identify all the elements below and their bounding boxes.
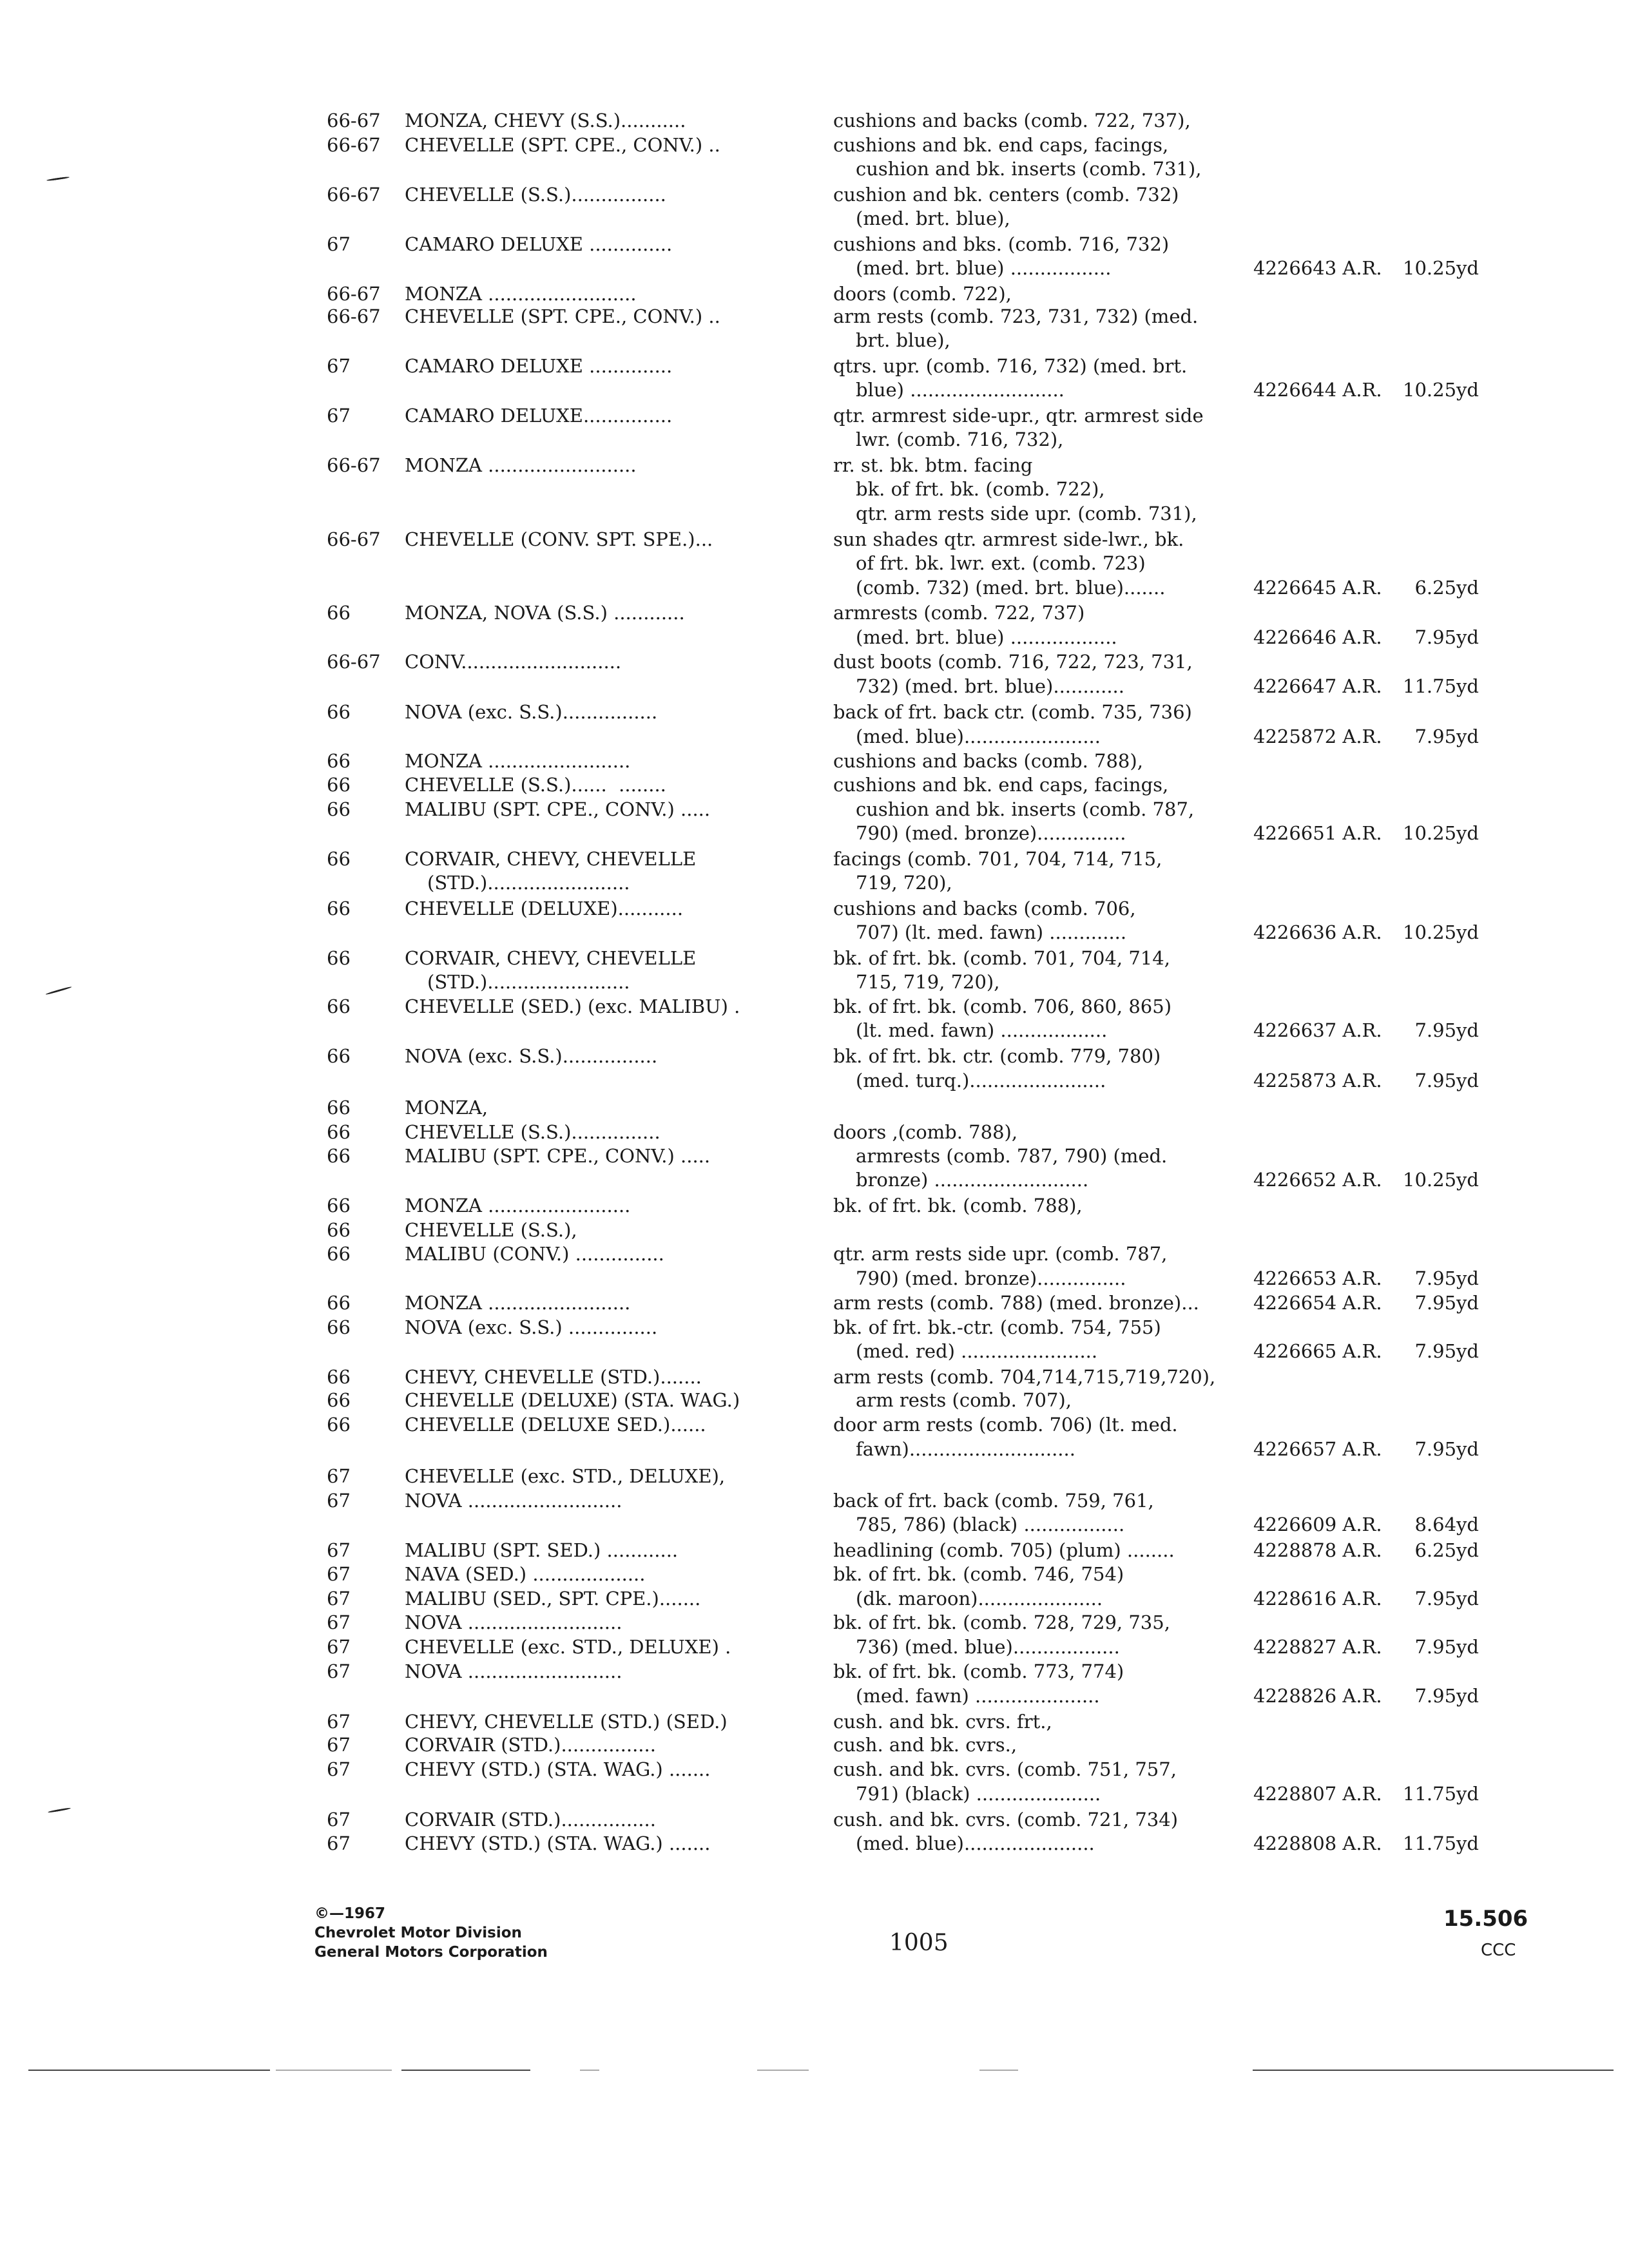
description-cell: cushions and backs (comb. 706, xyxy=(833,898,1136,919)
part-number-cell: 4228826 A.R. xyxy=(1253,1685,1382,1707)
part-number-cell: 4228807 A.R. xyxy=(1253,1783,1382,1805)
parts-row xyxy=(0,1807,1629,1832)
model-cell: (STD.)........................ xyxy=(427,971,630,993)
parts-row xyxy=(0,1412,1629,1437)
year-cell: 66 xyxy=(327,1097,351,1119)
description-cell: 785, 786) (black) ................. xyxy=(856,1514,1125,1535)
year-cell: 66 xyxy=(327,1389,351,1411)
year-cell: 66 xyxy=(327,1045,351,1067)
model-cell: CHEVY (STD.) (STA. WAG.) ....... xyxy=(405,1832,711,1854)
description-cell: fawn)............................ xyxy=(856,1438,1075,1460)
parts-row xyxy=(0,1512,1629,1537)
parts-row xyxy=(0,896,1629,921)
description-cell: (dk. maroon)..................... xyxy=(856,1588,1103,1610)
parts-row xyxy=(0,477,1629,501)
year-cell: 66 xyxy=(327,848,351,870)
price-cell: 6.25yd xyxy=(1414,577,1479,599)
description-cell: bk. of frt. bk. (comb. 746, 754) xyxy=(833,1563,1124,1585)
description-cell: 790) (med. bronze)............... xyxy=(856,822,1126,844)
parts-row xyxy=(0,1635,1629,1659)
description-cell: of frt. bk. lwr. ext. (comb. 723) xyxy=(856,552,1146,574)
parts-row xyxy=(0,797,1629,822)
year-cell: 66 xyxy=(327,1414,351,1436)
parts-row xyxy=(0,304,1629,329)
year-cell: 66 xyxy=(327,1366,351,1388)
description-cell: cushions and backs (comb. 788), xyxy=(833,750,1143,772)
price-cell: 10.25yd xyxy=(1403,921,1479,943)
parts-row xyxy=(0,1193,1629,1218)
year-cell: 67 xyxy=(327,1636,351,1658)
model-cell: CHEVELLE (SED.) (exc. MALIBU) . xyxy=(405,995,740,1017)
year-cell: 66-67 xyxy=(327,283,381,305)
parts-row xyxy=(0,133,1629,157)
part-number-cell: 4226651 A.R. xyxy=(1253,822,1382,844)
description-cell: arm rests (comb. 723, 731, 732) (med. xyxy=(833,305,1199,327)
description-cell: bk. of frt. bk. ctr. (comb. 779, 780) xyxy=(833,1045,1161,1067)
description-cell: headlining (comb. 705) (plum) ........ xyxy=(833,1539,1175,1561)
part-number-cell: 4226665 A.R. xyxy=(1253,1340,1382,1362)
year-cell: 67 xyxy=(327,1734,351,1756)
parts-row xyxy=(0,625,1629,649)
parts-row xyxy=(0,501,1629,526)
description-cell: cushions and bk. end caps, facings, xyxy=(833,774,1169,796)
description-cell: lwr. (comb. 716, 732), xyxy=(856,428,1064,450)
description-cell: sun shades qtr. armrest side-lwr., bk. xyxy=(833,528,1184,550)
parts-row xyxy=(0,403,1629,428)
parts-row xyxy=(0,1659,1629,1684)
price-cell: 10.25yd xyxy=(1403,379,1479,401)
description-cell: cushions and bks. (comb. 716, 732) xyxy=(833,233,1170,255)
model-cell: CHEVELLE (CONV. SPT. SPE.)... xyxy=(405,528,713,550)
description-cell: brt. blue), xyxy=(856,329,950,351)
price-cell: 7.95yd xyxy=(1414,1685,1479,1707)
model-cell: MONZA ........................ xyxy=(405,1195,631,1216)
parts-row xyxy=(0,1610,1629,1635)
year-cell: 66-67 xyxy=(327,528,381,550)
parts-row xyxy=(0,354,1629,378)
description-cell: (med. turq.)....................... xyxy=(856,1070,1106,1091)
year-cell: 66-67 xyxy=(327,134,381,156)
year-cell: 67 xyxy=(327,233,351,255)
description-cell: (med. brt. blue) ................. xyxy=(856,257,1112,279)
price-cell: 11.75yd xyxy=(1403,1832,1479,1854)
year-cell: 66 xyxy=(327,1316,351,1338)
year-cell: 66-67 xyxy=(327,651,381,673)
parts-row xyxy=(0,1144,1629,1168)
description-cell: dust boots (comb. 716, 722, 723, 731, xyxy=(833,651,1193,673)
model-cell: CONV........................... xyxy=(405,651,622,673)
part-number-cell: 4226646 A.R. xyxy=(1253,626,1382,648)
description-cell: bk. of frt. bk.-ctr. (comb. 754, 755) xyxy=(833,1316,1161,1338)
parts-row xyxy=(0,749,1629,773)
year-cell: 67 xyxy=(327,405,351,427)
parts-row xyxy=(0,920,1629,945)
description-cell: 715, 719, 720), xyxy=(856,971,1000,993)
description-cell: (med. blue)...................... xyxy=(856,1832,1095,1854)
model-cell: CHEVELLE (S.S.)............... xyxy=(405,1121,660,1143)
description-cell: cushion and bk. inserts (comb. 731), xyxy=(856,158,1202,180)
part-number-cell: 4225873 A.R. xyxy=(1253,1070,1382,1091)
parts-row xyxy=(0,1242,1629,1266)
bottom-rule-left xyxy=(28,2070,270,2071)
description-cell: doors ,(comb. 788), xyxy=(833,1121,1018,1143)
price-cell: 7.95yd xyxy=(1414,1070,1479,1091)
parts-row xyxy=(0,1733,1629,1757)
model-cell: MONZA ........................ xyxy=(405,1292,631,1314)
parts-row xyxy=(0,1782,1629,1806)
part-number-cell: 4226644 A.R. xyxy=(1253,379,1382,401)
part-number-cell: 4226657 A.R. xyxy=(1253,1438,1382,1460)
year-cell: 67 xyxy=(327,1611,351,1633)
model-cell: MONZA ......................... xyxy=(405,454,637,476)
parts-row xyxy=(0,1044,1629,1068)
parts-row xyxy=(0,108,1629,133)
parts-row xyxy=(0,1120,1629,1144)
parts-row xyxy=(0,453,1629,477)
model-cell: CHEVY, CHEVELLE (STD.) (SED.) xyxy=(405,1711,728,1733)
description-cell: rr. st. bk. btm. facing xyxy=(833,454,1033,476)
bottom-rule-segment xyxy=(276,2070,392,2071)
model-cell: CORVAIR (STD.)................ xyxy=(405,1734,656,1756)
price-cell: 8.64yd xyxy=(1414,1514,1479,1535)
description-cell: bk. of frt. bk. (comb. 706, 860, 865) xyxy=(833,995,1172,1017)
copyright-line: ©—1967 xyxy=(314,1905,386,1922)
part-number-cell: 4226637 A.R. xyxy=(1253,1019,1382,1041)
parts-row xyxy=(0,1365,1629,1389)
model-cell: CHEVELLE (exc. STD., DELUXE), xyxy=(405,1465,726,1487)
parts-row xyxy=(0,847,1629,871)
description-cell: 790) (med. bronze)............... xyxy=(856,1267,1126,1289)
model-cell: MALIBU (SED., SPT. CPE.)....... xyxy=(405,1588,701,1610)
parts-row xyxy=(0,1168,1629,1192)
price-cell: 7.95yd xyxy=(1414,1588,1479,1610)
price-cell: 11.75yd xyxy=(1403,1783,1479,1805)
parts-row xyxy=(0,1709,1629,1734)
price-cell: 6.25yd xyxy=(1414,1539,1479,1561)
part-number-cell: 4228808 A.R. xyxy=(1253,1832,1382,1854)
description-cell: door arm rests (comb. 706) (lt. med. xyxy=(833,1414,1178,1436)
parts-row xyxy=(0,1218,1629,1242)
parts-row xyxy=(0,1562,1629,1586)
price-cell: 10.25yd xyxy=(1403,257,1479,279)
model-cell: NOVA .......................... xyxy=(405,1490,622,1512)
model-cell: CHEVELLE (SPT. CPE., CONV.) .. xyxy=(405,305,720,327)
description-cell: 732) (med. brt. blue)............ xyxy=(856,675,1124,697)
model-cell: CHEVY (STD.) (STA. WAG.) ....... xyxy=(405,1758,711,1780)
description-cell: cushion and bk. centers (comb. 732) xyxy=(833,184,1179,206)
price-cell: 7.95yd xyxy=(1414,1438,1479,1460)
model-cell: CHEVELLE (S.S.)................ xyxy=(405,184,666,206)
description-cell: bk. of frt. bk. (comb. 788), xyxy=(833,1195,1083,1216)
part-number-cell: 4226636 A.R. xyxy=(1253,921,1382,943)
description-cell: bk. of frt. bk. (comb. 773, 774) xyxy=(833,1660,1124,1682)
section-number: 15.506 xyxy=(1443,1906,1528,1932)
model-cell: NOVA .......................... xyxy=(405,1611,622,1633)
description-cell: cush. and bk. cvrs. (comb. 751, 757, xyxy=(833,1758,1177,1780)
year-cell: 67 xyxy=(327,1588,351,1610)
description-cell: cush. and bk. cvrs., xyxy=(833,1734,1017,1756)
year-cell: 66 xyxy=(327,1145,351,1167)
year-cell: 66 xyxy=(327,1292,351,1314)
description-cell: qtr. arm rests side upr. (comb. 731), xyxy=(856,503,1197,524)
year-cell: 67 xyxy=(327,1832,351,1854)
description-cell: arm rests (comb. 707), xyxy=(856,1389,1072,1411)
parts-row xyxy=(0,1388,1629,1412)
model-cell: MONZA ........................ xyxy=(405,750,631,772)
year-cell: 67 xyxy=(327,1490,351,1512)
bottom-rule-segment xyxy=(401,2070,530,2071)
model-cell: MONZA, CHEVY (S.S.)........... xyxy=(405,110,686,131)
parts-row xyxy=(0,1538,1629,1562)
model-cell: MALIBU (SPT. CPE., CONV.) ..... xyxy=(405,1145,711,1167)
price-cell: 7.95yd xyxy=(1414,1267,1479,1289)
description-cell: cushion and bk. inserts (comb. 787, xyxy=(856,798,1195,820)
description-cell: armrests (comb. 722, 737) xyxy=(833,602,1085,624)
price-cell: 10.25yd xyxy=(1403,822,1479,844)
parts-row xyxy=(0,1068,1629,1093)
model-cell: CAMARO DELUXE .............. xyxy=(405,233,673,255)
parts-row xyxy=(0,378,1629,402)
year-cell: 66 xyxy=(327,947,351,969)
year-cell: 67 xyxy=(327,1660,351,1682)
parts-row xyxy=(0,724,1629,749)
price-cell: 7.95yd xyxy=(1414,1292,1479,1314)
model-cell: MALIBU (SPT. CPE., CONV.) ..... xyxy=(405,798,711,820)
description-cell: qtrs. upr. (comb. 716, 732) (med. brt. xyxy=(833,355,1188,377)
model-cell: CORVAIR, CHEVY, CHEVELLE xyxy=(405,947,697,969)
description-cell: (med. blue)....................... xyxy=(856,726,1101,747)
parts-row xyxy=(0,649,1629,674)
model-cell: (STD.)........................ xyxy=(427,872,630,894)
description-cell: 719, 720), xyxy=(856,872,952,894)
price-cell: 11.75yd xyxy=(1403,675,1479,697)
parts-row xyxy=(0,182,1629,207)
parts-row xyxy=(0,821,1629,845)
description-cell: qtr. armrest side-upr., qtr. armrest side xyxy=(833,405,1204,427)
part-number-cell: 4228878 A.R. xyxy=(1253,1539,1382,1561)
parts-row xyxy=(0,1464,1629,1488)
model-cell: NOVA (exc. S.S.)................ xyxy=(405,1045,658,1067)
parts-row xyxy=(0,773,1629,797)
year-cell: 66 xyxy=(327,1219,351,1241)
part-number-cell: 4226647 A.R. xyxy=(1253,675,1382,697)
model-cell: CHEVELLE (exc. STD., DELUXE) . xyxy=(405,1636,731,1658)
description-cell: cushions and bk. end caps, facings, xyxy=(833,134,1169,156)
price-cell: 10.25yd xyxy=(1403,1169,1479,1191)
year-cell: 66-67 xyxy=(327,184,381,206)
description-cell: cushions and backs (comb. 722, 737), xyxy=(833,110,1191,131)
model-cell: MONZA, NOVA (S.S.) ............ xyxy=(405,602,685,624)
parts-row xyxy=(0,1315,1629,1340)
page-number: 1005 xyxy=(889,1930,949,1956)
parts-row xyxy=(0,946,1629,970)
parts-row xyxy=(0,1266,1629,1291)
description-cell: cush. and bk. cvrs. (comb. 721, 734) xyxy=(833,1809,1179,1831)
price-cell: 7.95yd xyxy=(1414,1636,1479,1658)
parts-row xyxy=(0,1488,1629,1513)
part-number-cell: 4226652 A.R. xyxy=(1253,1169,1382,1191)
year-cell: 66 xyxy=(327,798,351,820)
model-cell: CHEVELLE (DELUXE)........... xyxy=(405,898,684,919)
model-cell: CORVAIR, CHEVY, CHEVELLE xyxy=(405,848,697,870)
part-number-cell: 4226643 A.R. xyxy=(1253,257,1382,279)
parts-row xyxy=(0,157,1629,181)
parts-row xyxy=(0,328,1629,352)
year-cell: 66 xyxy=(327,774,351,796)
part-number-cell: 4226653 A.R. xyxy=(1253,1267,1382,1289)
part-number-cell: 4225872 A.R. xyxy=(1253,726,1382,747)
corporation-line: General Motors Corporation xyxy=(314,1944,548,1961)
year-cell: 67 xyxy=(327,1758,351,1780)
year-cell: 66 xyxy=(327,750,351,772)
year-cell: 66 xyxy=(327,898,351,919)
price-cell: 7.95yd xyxy=(1414,626,1479,648)
description-cell: armrests (comb. 787, 790) (med. xyxy=(856,1145,1168,1167)
model-cell: CHEVY, CHEVELLE (STD.)....... xyxy=(405,1366,702,1388)
parts-row xyxy=(0,994,1629,1019)
price-cell: 7.95yd xyxy=(1414,726,1479,747)
bottom-rule-segment xyxy=(580,2070,599,2071)
parts-row xyxy=(0,1831,1629,1856)
parts-row xyxy=(0,1095,1629,1120)
year-cell: 67 xyxy=(327,1539,351,1561)
description-cell: bk. of frt. bk. (comb. 701, 704, 714, xyxy=(833,947,1170,969)
model-cell: MALIBU (SPT. SED.) ............ xyxy=(405,1539,679,1561)
description-cell: back of frt. back ctr. (comb. 735, 736) xyxy=(833,701,1192,723)
model-cell: NOVA .......................... xyxy=(405,1660,622,1682)
parts-row xyxy=(0,1339,1629,1363)
price-cell: 7.95yd xyxy=(1414,1019,1479,1041)
year-cell: 66-67 xyxy=(327,110,381,131)
description-cell: (comb. 732) (med. brt. blue)....... xyxy=(856,577,1166,599)
year-cell: 67 xyxy=(327,1809,351,1831)
year-cell: 67 xyxy=(327,1711,351,1733)
section-code: CCC xyxy=(1481,1941,1516,1960)
parts-row xyxy=(0,870,1629,895)
parts-row xyxy=(0,551,1629,575)
year-cell: 66 xyxy=(327,1195,351,1216)
parts-row xyxy=(0,970,1629,994)
description-cell: arm rests (comb. 788) (med. bronze)... xyxy=(833,1292,1199,1314)
model-cell: CORVAIR (STD.)................ xyxy=(405,1809,656,1831)
description-cell: (med. fawn) ..................... xyxy=(856,1685,1100,1707)
parts-row xyxy=(0,282,1629,306)
price-cell: 7.95yd xyxy=(1414,1340,1479,1362)
model-cell: NOVA (exc. S.S.)................ xyxy=(405,701,658,723)
year-cell: 67 xyxy=(327,1563,351,1585)
description-cell: (med. brt. blue), xyxy=(856,207,1010,229)
part-number-cell: 4228827 A.R. xyxy=(1253,1636,1382,1658)
year-cell: 66 xyxy=(327,1243,351,1265)
description-cell: (med. red) ....................... xyxy=(856,1340,1098,1362)
description-cell: bronze) .......................... xyxy=(856,1169,1089,1191)
year-cell: 67 xyxy=(327,1465,351,1487)
model-cell: CHEVELLE (DELUXE) (STA. WAG.) xyxy=(405,1389,740,1411)
parts-row xyxy=(0,674,1629,698)
model-cell: NOVA (exc. S.S.) ............... xyxy=(405,1316,658,1338)
year-cell: 66 xyxy=(327,602,351,624)
description-cell: doors (comb. 722), xyxy=(833,283,1012,305)
model-cell: CHEVELLE (S.S.)...... ........ xyxy=(405,774,666,796)
year-cell: 66 xyxy=(327,701,351,723)
description-cell: blue) .......................... xyxy=(856,379,1065,401)
parts-row xyxy=(0,232,1629,256)
footer-publisher xyxy=(314,1904,548,1962)
parts-row xyxy=(0,700,1629,724)
parts-row xyxy=(0,1437,1629,1461)
parts-row xyxy=(0,427,1629,452)
description-cell: bk. of frt. bk. (comb. 728, 729, 735, xyxy=(833,1611,1170,1633)
year-cell: 66-67 xyxy=(327,305,381,327)
model-cell: CAMARO DELUXE............... xyxy=(405,405,673,427)
year-cell: 66-67 xyxy=(327,454,381,476)
description-cell: 791) (black) ..................... xyxy=(856,1783,1101,1805)
parts-row xyxy=(0,206,1629,231)
model-cell: CAMARO DELUXE .............. xyxy=(405,355,673,377)
description-cell: cush. and bk. cvrs. frt., xyxy=(833,1711,1052,1733)
description-cell: back of frt. back (comb. 759, 761, xyxy=(833,1490,1154,1512)
parts-row xyxy=(0,1684,1629,1708)
description-cell: facings (comb. 701, 704, 714, 715, xyxy=(833,848,1162,870)
model-cell: NAVA (SED.) ................... xyxy=(405,1563,646,1585)
year-cell: 66 xyxy=(327,1121,351,1143)
division-line: Chevrolet Motor Division xyxy=(314,1925,522,1941)
year-cell: 67 xyxy=(327,355,351,377)
model-cell: MONZA ......................... xyxy=(405,283,637,305)
part-number-cell: 4226654 A.R. xyxy=(1253,1292,1382,1314)
year-cell: 66 xyxy=(327,995,351,1017)
description-cell: 707) (lt. med. fawn) ............. xyxy=(856,921,1127,943)
parts-row xyxy=(0,601,1629,625)
description-cell: qtr. arm rests side upr. (comb. 787, xyxy=(833,1243,1168,1265)
parts-row xyxy=(0,1586,1629,1611)
bottom-rule-segment xyxy=(979,2070,1018,2071)
part-number-cell: 4226645 A.R. xyxy=(1253,577,1382,599)
parts-row xyxy=(0,256,1629,280)
model-cell: CHEVELLE (SPT. CPE., CONV.) .. xyxy=(405,134,720,156)
bottom-rule-segment xyxy=(757,2070,809,2071)
part-number-cell: 4226609 A.R. xyxy=(1253,1514,1382,1535)
parts-row xyxy=(0,575,1629,600)
part-number-cell: 4228616 A.R. xyxy=(1253,1588,1382,1610)
description-cell: arm rests (comb. 704,714,715,719,720), xyxy=(833,1366,1216,1388)
model-cell: CHEVELLE (S.S.), xyxy=(405,1219,577,1241)
parts-row xyxy=(0,527,1629,552)
description-cell: bk. of frt. bk. (comb. 722), xyxy=(856,478,1105,500)
description-cell: (lt. med. fawn) .................. xyxy=(856,1019,1108,1041)
parts-row xyxy=(0,1018,1629,1043)
description-cell: (med. brt. blue) .................. xyxy=(856,626,1117,648)
model-cell: MALIBU (CONV.) ............... xyxy=(405,1243,664,1265)
bottom-rule-right xyxy=(1253,2070,1614,2071)
parts-row xyxy=(0,1757,1629,1782)
description-cell: 736) (med. blue).................. xyxy=(856,1636,1120,1658)
parts-row xyxy=(0,1291,1629,1315)
model-cell: CHEVELLE (DELUXE SED.)...... xyxy=(405,1414,706,1436)
model-cell: MONZA, xyxy=(405,1097,488,1119)
